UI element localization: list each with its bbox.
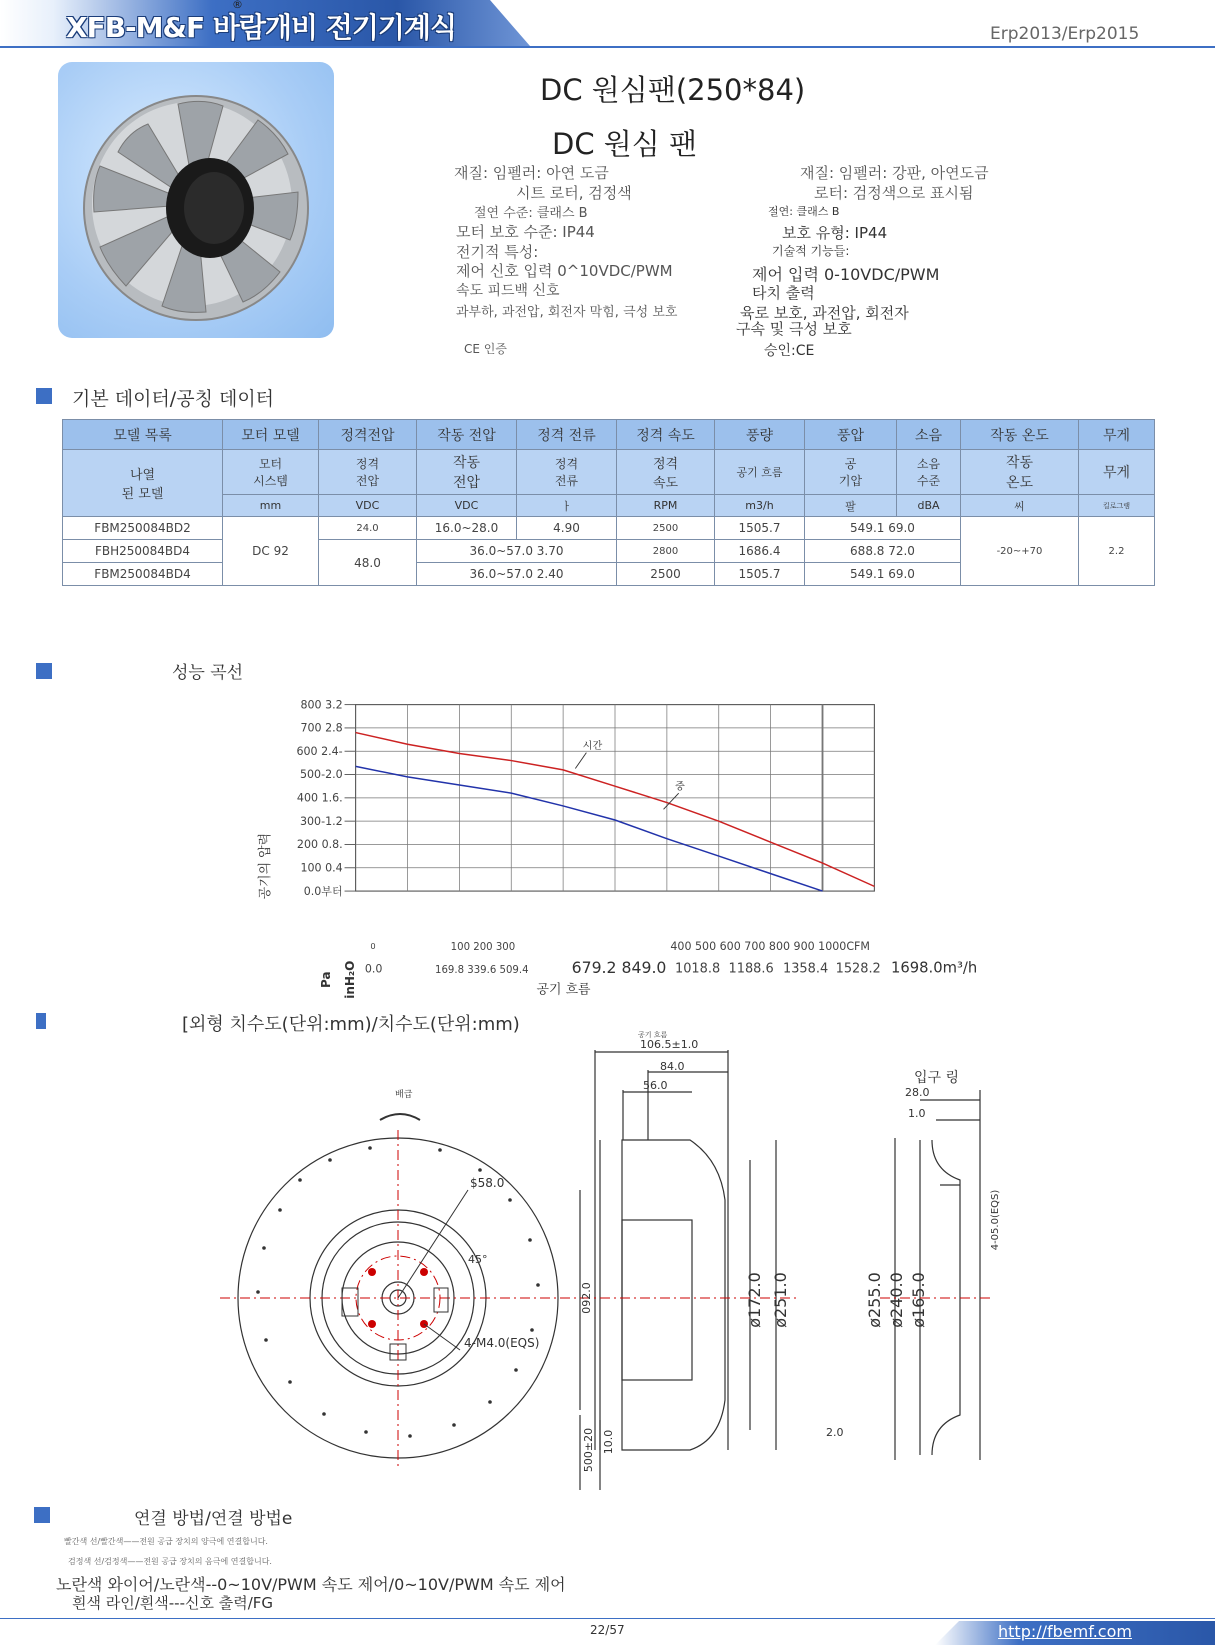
table-cell-op: 36.0~57.0 3.70 [417,540,617,563]
erp-label: Erp2013/Erp2015 [990,24,1140,44]
x-tick-m3h-zero: 0.0 [364,962,383,976]
section-marker [34,1507,50,1523]
dim-58: $58.0 [470,1176,505,1190]
chart-xlabel: 공기 흐름 [536,982,591,998]
connection-line-white: 흰색 라인/흰색---신호 출력/FG [72,1594,274,1612]
x-tick-m3h-a: 169.8 339.6 509.4 [435,965,529,977]
product-photo [58,62,334,338]
spec-table [62,419,1155,586]
table-subheader-row [63,450,1155,495]
dim-1: 1.0 [908,1107,926,1120]
chart-ylabel: 공기의 압력 [257,832,273,900]
series-label-1: 중 [675,781,685,793]
dim-m4: 4-M4.0(EQS) [464,1336,540,1350]
y-tick-label: 800 3.2 [300,700,343,712]
dim-251: ø251.0 [771,1272,790,1328]
table-subheader-cell: 작동 온도 [961,450,1079,495]
dim-2: 2.0 [826,1426,844,1439]
table-cell-op: 36.0~57.0 2.40 [417,563,617,586]
table-subheader-cell: 정격 속도 [617,450,715,495]
spec-right-6: 제어 입력 0-10VDC/PWM [752,265,940,284]
table-subheader-cell: 정격 전류 [517,450,617,495]
footer-rule [0,1618,1215,1619]
spec-right-8: 육로 보호, 과전압, 회전자 [740,304,909,322]
x-tick-m3h-c4: 1528.2 [835,961,881,977]
table-cell-volt: 24.0 [319,517,417,540]
section-marker [36,388,52,404]
section-marker [36,1013,46,1029]
table-unit-cell: dBA [897,495,961,517]
dim-45deg: 45° [468,1253,488,1266]
section-title-basic: 기본 데이터/공칭 데이터 [72,388,275,410]
spec-left-1: 재질: 임펠러: 아연 도금 [454,164,609,182]
label-airflow: 공기 흐름 [638,1031,668,1039]
table-cell-weight: 2.2 [1079,517,1155,586]
connection-line-yellow: 노란색 와이어/노란색--0~10V/PWM 속도 제어/0~10V/PWM 속도 제어 [56,1575,566,1594]
series-label-0: 시간 [582,740,603,752]
table-cell-flow: 1505.7 [715,563,805,586]
table-unit-cell: VDC [417,495,517,517]
spec-left-2: 시트 로터, 검정색 [516,184,632,202]
spec-left-6: 제어 신호 입력 0^10VDC/PWM [456,262,673,280]
table-subheader-cell: 작동 전압 [417,450,517,495]
table-unit-cell: VDC [319,495,417,517]
x-tick-m3h-end: 1698.0m³/h [891,959,978,977]
y-tick-label: 600 2.4- [296,744,343,758]
spec-right-7: 타치 출력 [752,284,815,302]
page-number: 22/57 [590,1623,625,1637]
table-cell-flow: 1505.7 [715,517,805,540]
dimension-drawing [220,1030,1020,1500]
y-tick-label: 500-2.0 [299,768,343,782]
spec-right-2: 로터: 검정색으로 표시됨 [814,184,974,202]
table-cell-model: FBM250084BD2 [63,517,223,540]
table-cell-motor: DC 92 [223,517,319,586]
table-unit-cell: 킬로그램 [1079,495,1155,517]
section-title-conn: 연결 방법/연결 방법e [134,1509,293,1529]
x-tick-cfm-zero: 0 [370,941,376,952]
dim-092: 092.0 [580,1282,593,1314]
chart-grid [356,705,875,891]
table-subheader-cell: 공기 흐름 [715,450,805,495]
table-unit-cell: ㅏ [517,495,617,517]
dim-10: 10.0 [602,1429,615,1455]
spec-left-9: CE 인증 [464,342,507,356]
table-unit-cell: 팔 [805,495,897,517]
performance-chart [220,700,1010,1000]
table-header-cell: 정격 전류 [517,420,617,450]
dim-172: ø172.0 [745,1272,764,1328]
spec-right-10: 승인:CE [764,343,815,359]
table-header-cell: 소음 [897,420,961,450]
table-cell-rpm: 2500 [617,517,715,540]
table-cell-pn: 688.8 72.0 [805,540,961,563]
dim-240: ø240.0 [887,1272,906,1328]
table-cell-flow: 1686.4 [715,540,805,563]
unit-inh2o: inH₂O [342,960,357,999]
header-rule [0,46,1215,48]
spec-left-7: 속도 피드백 신호 [456,283,560,299]
unit-pa: Pa [318,971,333,988]
label-inlet-ring: 입구 링 [914,1070,960,1086]
table-cell-rpm: 2800 [617,540,715,563]
spec-right-3: 절연: 클래스 B [768,205,840,218]
table-subheader-cell: 정격 전압 [319,450,417,495]
chart-y-axis [296,700,355,898]
fan-impeller-icon [58,62,334,338]
dim-84: 84.0 [660,1060,685,1073]
section-title-perf: 성능 곡선 [172,663,244,683]
table-cell-cur: 4.90 [517,517,617,540]
table-unit-cell: 씨 [961,495,1079,517]
table-cell-model: FBM250084BD4 [63,563,223,586]
table-header-cell: 풍량 [715,420,805,450]
table-cell-volt: 48.0 [319,540,417,586]
table-subheader-cell: 모터 시스템 [223,450,319,495]
table-cell-op: 16.0~28.0 [417,517,517,540]
table-unit-cell: mm [223,495,319,517]
spec-right-9: 구속 및 극성 보호 [736,320,852,338]
table-header-cell: 풍압 [805,420,897,450]
section-title-dims: [외형 치수도(단위:mm)/치수도(단위:mm) [182,1014,520,1035]
table-header-cell: 무게 [1079,420,1155,450]
header-title: XFB-M&F 바람개비 전기기계식 [66,11,457,44]
table-subheader-cell: 소음 수준 [897,450,961,495]
x-tick-m3h-c2: 1188.6 [728,961,774,977]
product-title: DC 원심팬(250*84) [540,73,806,107]
footer-url-link[interactable]: http://fbemf.com [998,1622,1132,1641]
dim-165: ø165.0 [909,1272,928,1328]
connection-note-black: 검정색 선/검정색——전원 공급 장치의 음극에 연결합니다. [68,1557,272,1566]
connection-note-red: 빨간색 선/빨간색——전원 공급 장치의 양극에 연결합니다. [64,1537,268,1546]
table-unit-cell: RPM [617,495,715,517]
spec-left-4: 모터 보호 수준: IP44 [456,223,595,241]
table-unit-row [63,495,1155,517]
x-tick-m3h-c3: 1358.4 [783,961,829,977]
table-cell-rpm: 2500 [617,563,715,586]
table-subheader-cell: 공 기압 [805,450,897,495]
y-tick-label: 300-1.2 [299,814,343,828]
spec-left-3: 절연 수준: 클래스 B [474,206,588,221]
table-cell-temp: -20~+70 [961,517,1079,586]
dim-56: 56.0 [643,1079,668,1092]
dim-28: 28.0 [905,1086,930,1099]
table-header-cell: 모터 모델 [223,420,319,450]
y-tick-label: 200 0.8. [296,838,343,852]
spec-left-5: 전기적 특성: [456,243,539,261]
table-subheader-cell: 무게 [1079,450,1155,495]
table-header-row [63,420,1155,450]
dim-106: 106.5±1.0 [640,1038,699,1051]
dim-hole: 4-05.0(EQS) [990,1189,1001,1251]
x-tick-cfm-a: 100 200 300 [450,942,516,954]
dim-500: 500±20 [582,1427,595,1473]
dim-255: ø255.0 [865,1272,884,1328]
table-header-cell: 정격전압 [319,420,417,450]
table-cell-pn: 549.1 69.0 [805,517,961,540]
table-cell-pn: 549.1 69.0 [805,563,961,586]
table-row [63,517,1155,540]
registered-mark: ® [232,0,243,11]
y-tick-label: 400 1.6. [296,791,343,805]
label-exhaust: 배급 [395,1090,413,1100]
spec-left-8: 과부하, 과전압, 회전자 막힘, 극성 보호 [456,305,678,320]
section-marker [36,663,52,679]
product-subtitle: DC 원심 팬 [552,127,698,161]
table-subheader-cell: 나열 된 모델 [63,450,223,517]
table-unit-cell: m3/h [715,495,805,517]
spec-right-4: 보호 유형: IP44 [782,224,888,242]
table-header-cell: 모델 목록 [63,420,223,450]
spec-right-5: 기술적 기능들: [772,244,850,258]
x-tick-m3h-b: 679.2 849.0 [571,958,667,978]
table-header-cell: 작동 전압 [417,420,517,450]
x-tick-m3h-c1: 1018.8 [675,961,721,977]
spec-right-1: 재질: 임펠러: 강판, 아연도금 [800,164,989,182]
y-tick-label: 700 2.8 [300,721,343,735]
table-cell-model: FBH250084BD4 [63,540,223,563]
x-tick-cfm-b: 400 500 600 700 800 900 1000CFM [670,940,870,954]
y-tick-label: 100 0.4 [300,861,343,875]
table-header-cell: 정격 속도 [617,420,715,450]
table-header-cell: 작동 온도 [961,420,1079,450]
y-tick-label: 0.0부터 [303,884,343,898]
